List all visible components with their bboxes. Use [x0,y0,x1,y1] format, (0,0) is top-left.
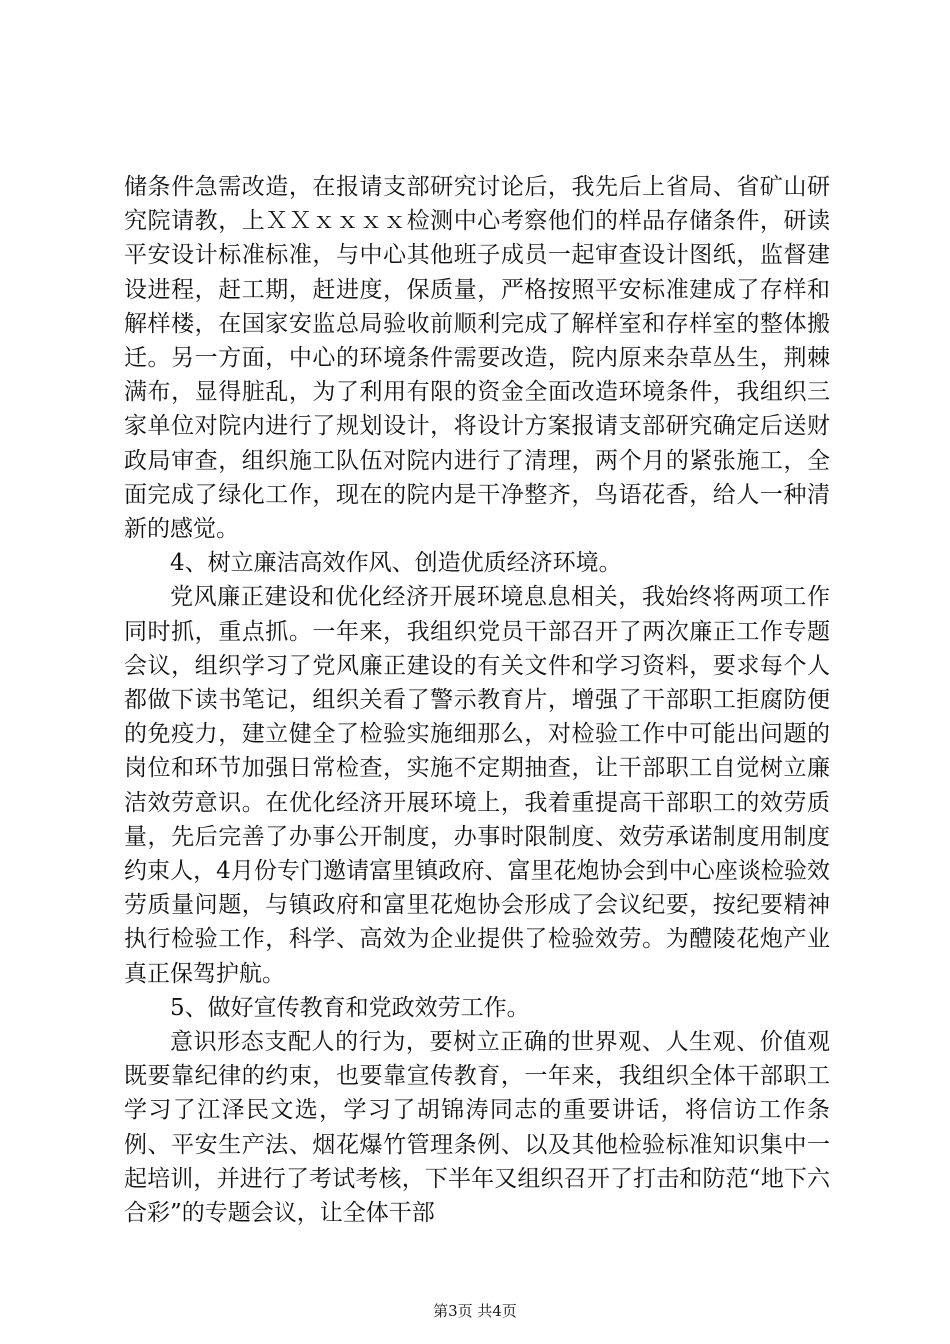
page-footer: 第3页 共4页 [433,1302,517,1320]
paragraph-storage-renovation: 储条件急需改造，在报请支部研究讨论后，我先后上省局、省矿山研究院请教，上ＸＸｘｘｘｘ检测中心考察他们的样品存储条件，研读平安设计标准标准，与中心其他班子成员一起审查设计图纸，监督建设进程，赶工期，赶进度，保质量，严格按照平安标准建成了存样和解样楼，在国家安监总局验收前顺利完成了解样室和存样室的整体搬迁。另一方面，中心的环境条件需要改造，院内原来杂草丛生，荆棘满布，显得脏乱，为了利用有限的资金全面改造环境条件，我组织三家单位对院内进行了规划设计，将设计方案报请支部研究确定后送财政局审查，组织施工队伍对院内进行了清理，两个月的紧张施工，全面完成了绿化工作，现在的院内是干净整齐，鸟语花香，给人一种清新的感觉。 [124,174,830,543]
document-body [124,170,830,1230]
heading-item-5: 5、做好宣传教育和党政效劳工作。 [170,994,530,1021]
paragraph-integrity-work: 党风廉正建设和优化经济开展环境息息相关，我始终将两项工作同时抓，重点抓。一年来，我组织党员干部召开了两次廉正工作专题会议，组织学习了党风廉正建设的有关文件和学习资料，要求每个人都做下读书笔记，组织关看了警示教育片，增强了干部职工拒腐防便的免疫力，建立健全了检验实施细那么，对检验工作中可能出问题的岗位和环节加强日常检查，实施不定期抽查，让干部职工自觉树立廉洁效劳意识。在优化经济开展环境上，我着重提高干部职工的效劳质量，先后完善了办事公开制度，办事时限制度、效劳承诺制度用制度约束人，4月份专门邀请富里镇政府、富里花炮协会到中心座谈检验效劳质量问题，与镇政府和富里花炮协会形成了会议纪要，按纪要精神执行检验工作，科学、高效为企业提供了检验效劳。为醴陵花炮产业真正保驾护航。 [124,584,830,987]
paragraph-education-work: 意识形态支配人的行为，要树立正确的世界观、人生观、价值观既要靠纪律的约束，也要靠宣传教育，一年来，我组织全体干部职工学习了江泽民文选，学习了胡锦涛同志的重要讲话，将信访工作条例、平安生产法、烟花爆竹管理条例、以及其他检验标准知识集中一起培训，并进行了考试考核，下半年又组织召开了打击和防范“地下六合彩”的专题会议，让全体干部 [124,1029,830,1227]
heading-item-4: 4、树立廉洁高效作风、创造优质经济环境。 [170,550,622,577]
